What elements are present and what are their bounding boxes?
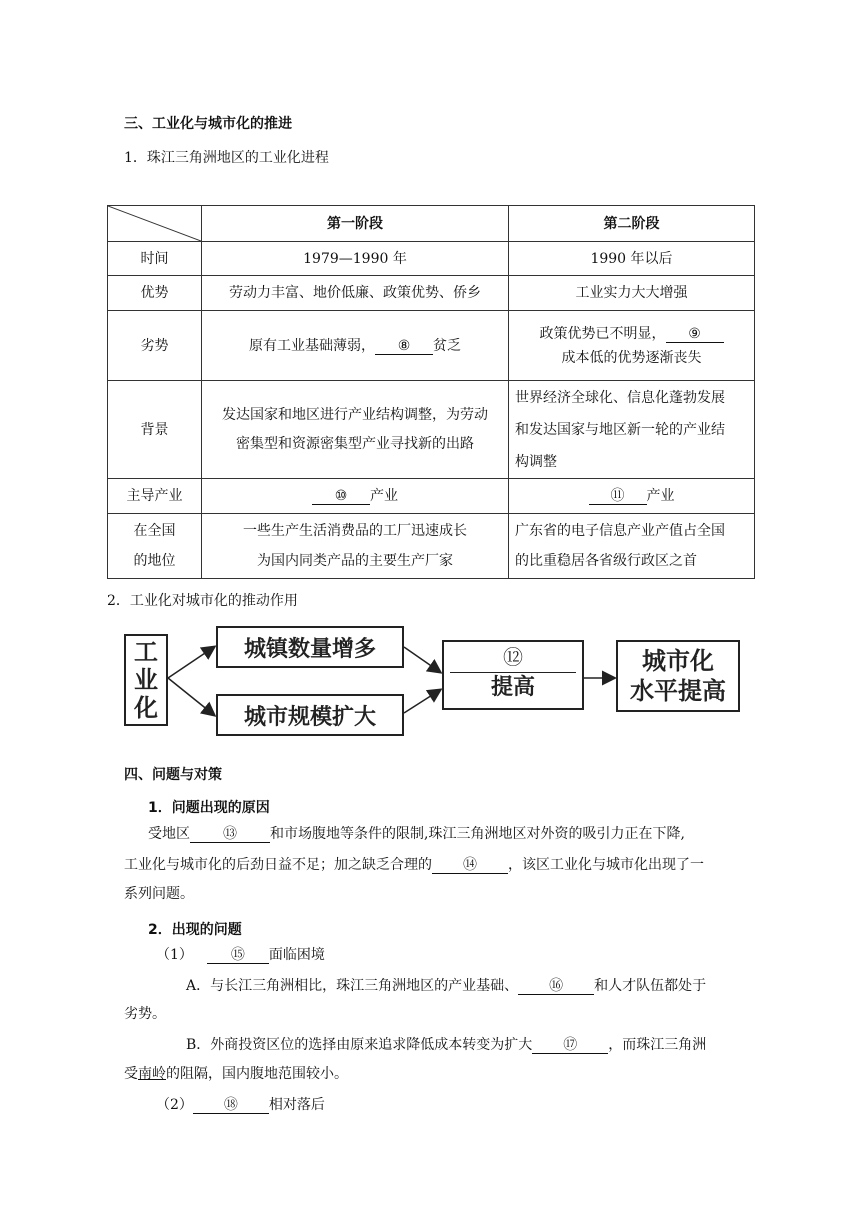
header-stage-2: 第二阶段 [509, 206, 755, 242]
town-count-box: 城镇数量增多 [216, 626, 404, 668]
section-4-title: 四、问题与对策 [124, 767, 222, 783]
urbanization-level-box [616, 640, 740, 712]
p1-c: 和市场腹地等条件的限制,珠江三角洲地区对外资的吸引力正在下降, [270, 826, 685, 842]
middle-text: 提高 [490, 675, 535, 700]
industrialization-box [124, 634, 168, 726]
cell-advantage-1: 劳动力丰富、地价低廉、政策优势、侨乡 [202, 276, 509, 311]
table-row [108, 311, 755, 381]
left-char-2: 业 [134, 666, 158, 694]
status-1-line1: 一些生产生活消费品的工厂迅速成长 [243, 523, 467, 539]
row-label-disadvantage: 劣势 [108, 311, 202, 381]
p1-a: 受地区 [148, 826, 190, 842]
cell-advantage-2: 工业实力大大增强 [509, 276, 755, 311]
q1-num: （1） [156, 947, 193, 963]
left-char-1: 工 [134, 638, 158, 666]
nanling-term: 南岭 [138, 1066, 166, 1082]
row-label-background: 背景 [108, 381, 202, 479]
disadvantage-2-pre: 政策优势已不明显， [539, 325, 666, 342]
right-line2: 水平提高 [630, 677, 726, 705]
cell-leading-1 [202, 479, 509, 514]
problem-1b-line1 [186, 1034, 706, 1054]
problem-2 [156, 1094, 325, 1114]
qa-post: 和人才队伍都处于 [594, 978, 707, 994]
p1-e: ，该区工业化与城市化出现了一 [508, 857, 704, 873]
table-row [108, 479, 755, 514]
paragraph-line-3: 系列问题。 [124, 886, 194, 902]
cell-disadvantage-1 [202, 311, 509, 381]
paragraph-line-2 [124, 854, 704, 874]
table-row [108, 276, 755, 311]
table-header-row [108, 206, 755, 242]
problem-1b-line2 [124, 1063, 348, 1083]
city-scale-box: 城市规模扩大 [216, 694, 404, 736]
cell-time-2: 1990 年以后 [509, 242, 755, 276]
blank-11[interactable]: ⑪ [589, 488, 647, 505]
cell-background-1 [202, 381, 509, 479]
subsection-2-title: 2．工业化对城市化的推动作用 [107, 593, 298, 609]
left-char-3: 化 [134, 694, 158, 722]
cell-time-1: 1979—1990 年 [202, 242, 509, 276]
section-4-sub1: 1．问题出现的原因 [148, 800, 270, 816]
table-row [108, 381, 755, 479]
status-2-line1: 广东省的电子信息产业产值占全国 [515, 523, 725, 539]
blank-9[interactable]: ⑨ [666, 326, 724, 343]
blank-10[interactable]: ⑩ [312, 488, 370, 505]
background-1-line1: 发达国家和地区进行产业结构调整，为劳动 [222, 406, 488, 423]
q1-text: 面临困境 [268, 947, 325, 963]
section-3-title: 三、工业化与城市化的推进 [124, 116, 292, 132]
blank-12[interactable]: ⑫ [450, 642, 576, 673]
cell-status-2 [509, 514, 755, 579]
leading-2-post: 产业 [646, 488, 675, 504]
row-label-time: 时间 [108, 242, 202, 276]
background-2-line1: 世界经济全球化、信息化蓬勃发展 [515, 389, 725, 406]
blank-18[interactable]: ⑱ [193, 1097, 269, 1114]
row-label-leading-industry: 主导产业 [108, 479, 202, 514]
qb-l2-b: 的阻隔，国内腹地范围较小。 [166, 1066, 348, 1082]
background-1-line2: 密集型和资源密集型产业寻找新的出路 [236, 435, 474, 452]
qb-post: ，而珠江三角洲 [608, 1037, 707, 1053]
disadvantage-1-post: 贫乏 [433, 337, 461, 354]
blank-13[interactable]: ⑬ [190, 826, 270, 843]
blank-14[interactable]: ⑭ [432, 857, 508, 874]
status-label-line2: 的地位 [133, 553, 176, 569]
disadvantage-1-pre: 原有工业基础薄弱， [249, 337, 375, 354]
cell-status-1 [202, 514, 509, 579]
q2-num: （2） [156, 1097, 193, 1113]
status-2-line2: 的比重稳居各省级行政区之首 [515, 553, 697, 569]
row-label-national-status [108, 514, 202, 579]
qa-pre: A．与长江三角洲相比，珠江三角洲地区的产业基础、 [186, 978, 519, 994]
diagonal-corner-cell [108, 206, 202, 242]
problem-1a-line1 [186, 975, 706, 995]
problem-1 [156, 944, 325, 964]
p1-d: 工业化与城市化的后劲日益不足；加之缺乏合理的 [124, 857, 432, 873]
section-4-sub2: 2．出现的问题 [148, 922, 242, 938]
qb-pre: B．外商投资区位的选择由原来追求降低成本转变为扩大 [186, 1037, 533, 1053]
paragraph-line-1 [148, 823, 685, 843]
industrialization-table [107, 205, 755, 579]
middle-box [442, 640, 584, 710]
q2-text: 相对落后 [268, 1097, 325, 1113]
blank-16[interactable]: ⑯ [518, 978, 594, 995]
cell-leading-2 [509, 479, 755, 514]
status-1-line2: 为国内同类产品的主要生产厂家 [257, 553, 453, 569]
qb-l2-a: 受 [124, 1066, 138, 1082]
status-label-line1: 在全国 [133, 523, 176, 539]
blank-8[interactable]: ⑧ [375, 338, 433, 355]
blank-17[interactable]: ⑰ [532, 1037, 608, 1054]
cell-disadvantage-2 [509, 311, 755, 381]
leading-1-post: 产业 [370, 488, 398, 504]
table-row [108, 514, 755, 579]
blank-15[interactable]: ⑮ [207, 947, 269, 964]
diagonal-line [108, 206, 201, 241]
problem-1a-line2: 劣势。 [124, 1006, 166, 1022]
cell-background-2 [509, 381, 755, 479]
background-2-line2: 和发达国家与地区新一轮的产业结 [515, 421, 725, 438]
subsection-1-title: 1．珠江三角洲地区的工业化进程 [124, 150, 329, 166]
disadvantage-2-line2: 成本低的优势逐渐丧失 [561, 349, 702, 366]
table-row [108, 242, 755, 276]
row-label-advantage: 优势 [108, 276, 202, 311]
right-line1: 城市化 [642, 647, 714, 675]
header-stage-1: 第一阶段 [202, 206, 509, 242]
background-2-line3: 构调整 [515, 453, 557, 470]
